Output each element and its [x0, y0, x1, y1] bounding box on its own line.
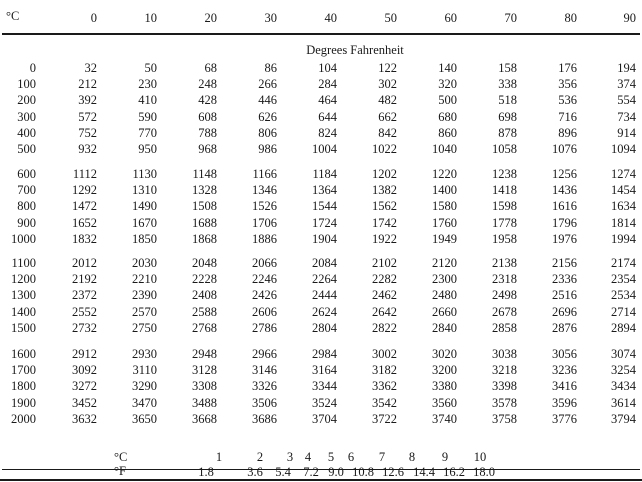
table-cell: 1202: [372, 167, 397, 181]
table-cell: 860: [438, 126, 457, 140]
table-cell: 3434: [611, 379, 636, 393]
table-cell: 3218: [492, 363, 517, 377]
table-cell: 1022: [372, 142, 397, 156]
table-cell: 590: [138, 110, 157, 124]
table-cell: 1598: [492, 199, 517, 213]
increment-fahrenheit-value: 12.6: [382, 465, 404, 479]
table-cell: 3038: [492, 347, 517, 361]
table-cell: 2120: [432, 256, 457, 270]
table-cell: 2408: [192, 288, 217, 302]
table-cell: 3596: [552, 396, 577, 410]
table-cell: 2012: [72, 256, 97, 270]
row-celsius-label: 1500: [11, 321, 36, 335]
table-cell: 464: [318, 93, 337, 107]
table-cell: 1652: [72, 216, 97, 230]
column-header: 50: [384, 11, 397, 25]
table-cell: 2858: [492, 321, 517, 335]
table-cell: 662: [378, 110, 397, 124]
table-cell: 2894: [611, 321, 636, 335]
table-cell: 2318: [492, 272, 517, 286]
increment-celsius-value: 7: [378, 450, 386, 464]
table-cell: 1328: [192, 183, 217, 197]
table-cell: 932: [78, 142, 97, 156]
row-celsius-label: 1200: [11, 272, 36, 286]
table-cell: 1076: [552, 142, 577, 156]
table-cell: 1364: [312, 183, 337, 197]
table-cell: 914: [617, 126, 636, 140]
row-celsius-label: 900: [17, 216, 36, 230]
row-celsius-label: 200: [17, 93, 36, 107]
row-celsius-label: 1400: [11, 305, 36, 319]
table-cell: 3704: [312, 412, 337, 426]
table-cell: 1670: [132, 216, 157, 230]
table-cell: 3560: [432, 396, 457, 410]
table-cell: 1292: [72, 183, 97, 197]
table-cell: 3110: [132, 363, 157, 377]
column-header: 90: [623, 11, 636, 25]
table-cell: 1256: [552, 167, 577, 181]
row-celsius-label: 300: [17, 110, 36, 124]
table-cell: 410: [138, 93, 157, 107]
table-cell: 2246: [252, 272, 277, 286]
row-celsius-label: 400: [17, 126, 36, 140]
table-cell: 3470: [132, 396, 157, 410]
column-header: 30: [264, 11, 277, 25]
table-cell: 1922: [372, 232, 397, 246]
table-cell: 1562: [372, 199, 397, 213]
table-cell: 896: [558, 126, 577, 140]
table-cell: 3002: [372, 347, 397, 361]
column-header: 40: [324, 11, 337, 25]
table-cell: 2498: [492, 288, 517, 302]
table-cell: 3578: [492, 396, 517, 410]
row-celsius-label: 1000: [11, 232, 36, 246]
table-cell: 2804: [312, 321, 337, 335]
table-cell: 2552: [72, 305, 97, 319]
table-cell: 2300: [432, 272, 457, 286]
table-cell: 122: [378, 61, 397, 75]
table-cell: 3524: [312, 396, 337, 410]
table-cell: 1148: [192, 167, 217, 181]
table-cell: 2696: [552, 305, 577, 319]
degrees-fahrenheit-label: Degrees Fahrenheit: [306, 43, 404, 57]
increment-celsius-value: 8: [408, 450, 416, 464]
table-cell: 3074: [611, 347, 636, 361]
table-cell: 3236: [552, 363, 577, 377]
table-cell: 1886: [252, 232, 277, 246]
table-cell: 1796: [552, 216, 577, 230]
row-celsius-label: 800: [17, 199, 36, 213]
row-celsius-label: 500: [17, 142, 36, 156]
table-cell: 266: [258, 77, 277, 91]
table-cell: 3416: [552, 379, 577, 393]
table-cell: 1949: [432, 232, 457, 246]
table-cell: 1778: [492, 216, 517, 230]
increment-fahrenheit-value: 14.4: [413, 465, 435, 479]
table-cell: 212: [78, 77, 97, 91]
table-cell: 158: [498, 61, 517, 75]
table-cell: 2354: [611, 272, 636, 286]
table-cell: 482: [378, 93, 397, 107]
increment-fahrenheit-value: 7.2: [303, 465, 319, 479]
table-cell: 3380: [432, 379, 457, 393]
row-celsius-label: 1900: [11, 396, 36, 410]
table-cell: 734: [617, 110, 636, 124]
table-cell: 1760: [432, 216, 457, 230]
table-cell: 2102: [372, 256, 397, 270]
table-cell: 356: [558, 77, 577, 91]
table-cell: 3092: [72, 363, 97, 377]
table-cell: 3344: [312, 379, 337, 393]
table-cell: 1958: [492, 232, 517, 246]
table-cell: 1616: [552, 199, 577, 213]
table-cell: 3362: [372, 379, 397, 393]
table-cell: 284: [318, 77, 337, 91]
table-cell: 3794: [611, 412, 636, 426]
table-cell: 3020: [432, 347, 457, 361]
table-cell: 3614: [611, 396, 636, 410]
table-cell: 1868: [192, 232, 217, 246]
increment-celsius-value: 5: [327, 450, 335, 464]
celsius-unit-label: °C: [6, 9, 20, 23]
table-cell: 428: [198, 93, 217, 107]
table-cell: 752: [78, 126, 97, 140]
bottom-rule: [0, 479, 642, 481]
increment-celsius-value: 1: [215, 450, 223, 464]
table-cell: 554: [617, 93, 636, 107]
table-cell: 3398: [492, 379, 517, 393]
table-cell: 500: [438, 93, 457, 107]
row-celsius-label: 600: [17, 167, 36, 181]
row-celsius-label: 1100: [11, 256, 36, 270]
table-cell: 3290: [132, 379, 157, 393]
table-cell: 770: [138, 126, 157, 140]
table-cell: 2624: [312, 305, 337, 319]
table-cell: 608: [198, 110, 217, 124]
table-cell: 716: [558, 110, 577, 124]
table-cell: 2750: [132, 321, 157, 335]
increment-fahrenheit-value: 10.8: [352, 465, 374, 479]
table-cell: 2588: [192, 305, 217, 319]
table-cell: 2462: [372, 288, 397, 302]
increment-celsius-value: 9: [441, 450, 449, 464]
table-cell: 50: [144, 61, 157, 75]
table-cell: 536: [558, 93, 577, 107]
table-cell: 2606: [252, 305, 277, 319]
table-cell: 2210: [132, 272, 157, 286]
table-cell: 2084: [312, 256, 337, 270]
table-cell: 3488: [192, 396, 217, 410]
row-celsius-label: 2000: [11, 412, 36, 426]
table-cell: 1814: [611, 216, 636, 230]
table-cell: 2534: [611, 288, 636, 302]
increment-fahrenheit-value: 16.2: [443, 465, 465, 479]
table-cell: 2714: [611, 305, 636, 319]
column-header: 20: [204, 11, 217, 25]
table-cell: 824: [318, 126, 337, 140]
table-cell: 2966: [252, 347, 277, 361]
table-cell: 3164: [312, 363, 337, 377]
row-celsius-label: 1600: [11, 347, 36, 361]
increment-fahrenheit-label: °F: [114, 464, 126, 478]
table-cell: 3200: [432, 363, 457, 377]
table-cell: 2822: [372, 321, 397, 335]
table-cell: 626: [258, 110, 277, 124]
row-celsius-label: 1700: [11, 363, 36, 377]
table-cell: 3308: [192, 379, 217, 393]
column-header: 60: [444, 11, 457, 25]
increment-fahrenheit-value: 18.0: [473, 465, 495, 479]
table-cell: 194: [617, 61, 636, 75]
table-cell: 2732: [72, 321, 97, 335]
row-celsius-label: 0: [29, 61, 36, 75]
table-cell: 1274: [611, 167, 636, 181]
table-cell: 698: [498, 110, 517, 124]
table-cell: 2372: [72, 288, 97, 302]
table-cell: 2066: [252, 256, 277, 270]
table-cell: 1526: [252, 199, 277, 213]
increment-fahrenheit-value: 5.4: [275, 465, 291, 479]
table-cell: 1058: [492, 142, 517, 156]
column-header: 70: [504, 11, 517, 25]
table-cell: 2570: [132, 305, 157, 319]
table-cell: 842: [378, 126, 397, 140]
table-cell: 3776: [552, 412, 577, 426]
table-cell: 1850: [132, 232, 157, 246]
table-cell: 3128: [192, 363, 217, 377]
table-cell: 1544: [312, 199, 337, 213]
table-cell: 3542: [372, 396, 397, 410]
table-cell: 1904: [312, 232, 337, 246]
table-cell: 2948: [192, 347, 217, 361]
increment-fahrenheit-value: 3.6: [247, 465, 263, 479]
table-cell: 680: [438, 110, 457, 124]
table-cell: 1310: [132, 183, 157, 197]
table-cell: 248: [198, 77, 217, 91]
table-cell: 2912: [72, 347, 97, 361]
table-cell: 2660: [432, 305, 457, 319]
table-cell: 2228: [192, 272, 217, 286]
table-cell: 2426: [252, 288, 277, 302]
table-cell: 2930: [132, 347, 157, 361]
table-cell: 1166: [252, 167, 277, 181]
table-cell: 1472: [72, 199, 97, 213]
table-cell: 1346: [252, 183, 277, 197]
table-cell: 518: [498, 93, 517, 107]
table-cell: 1706: [252, 216, 277, 230]
increment-celsius-value: 3: [286, 450, 294, 464]
row-celsius-label: 1800: [11, 379, 36, 393]
increment-fahrenheit-value: 9.0: [328, 465, 344, 479]
table-cell: 3452: [72, 396, 97, 410]
table-cell: 1580: [432, 199, 457, 213]
table-cell: 104: [318, 61, 337, 75]
table-cell: 86: [264, 61, 277, 75]
table-cell: 1004: [312, 142, 337, 156]
table-cell: 644: [318, 110, 337, 124]
increment-fahrenheit-value: 1.8: [198, 465, 214, 479]
table-cell: 1382: [372, 183, 397, 197]
table-cell: 320: [438, 77, 457, 91]
table-cell: 3650: [132, 412, 157, 426]
table-cell: 1742: [372, 216, 397, 230]
table-cell: 2390: [132, 288, 157, 302]
table-cell: 446: [258, 93, 277, 107]
table-cell: 2138: [492, 256, 517, 270]
table-cell: 3506: [252, 396, 277, 410]
table-cell: 806: [258, 126, 277, 140]
increment-celsius-value: 6: [347, 450, 355, 464]
table-cell: 3686: [252, 412, 277, 426]
table-cell: 1508: [192, 199, 217, 213]
table-cell: 2840: [432, 321, 457, 335]
table-cell: 1094: [611, 142, 636, 156]
increment-celsius-value: 2: [256, 450, 264, 464]
table-cell: 1724: [312, 216, 337, 230]
table-cell: 392: [78, 93, 97, 107]
table-cell: 338: [498, 77, 517, 91]
table-cell: 1418: [492, 183, 517, 197]
table-cell: 1040: [432, 142, 457, 156]
table-cell: 2516: [552, 288, 577, 302]
table-cell: 1976: [552, 232, 577, 246]
table-cell: 986: [258, 142, 277, 156]
table-cell: 3722: [372, 412, 397, 426]
table-cell: 3146: [252, 363, 277, 377]
table-cell: 2192: [72, 272, 97, 286]
increment-celsius-label: °C: [114, 450, 128, 464]
table-cell: 2786: [252, 321, 277, 335]
table-cell: 2768: [192, 321, 217, 335]
header-rule: [2, 33, 640, 35]
table-cell: 2444: [312, 288, 337, 302]
table-cell: 230: [138, 77, 157, 91]
table-cell: 3254: [611, 363, 636, 377]
table-cell: 3740: [432, 412, 457, 426]
table-cell: 950: [138, 142, 157, 156]
table-cell: 1130: [132, 167, 157, 181]
table-cell: 2984: [312, 347, 337, 361]
table-cell: 572: [78, 110, 97, 124]
table-cell: 374: [617, 77, 636, 91]
table-cell: 1112: [72, 167, 97, 181]
table-cell: 2156: [552, 256, 577, 270]
row-celsius-label: 100: [17, 77, 36, 91]
table-cell: 1832: [72, 232, 97, 246]
table-cell: 2264: [312, 272, 337, 286]
table-cell: 32: [84, 61, 97, 75]
table-cell: 2678: [492, 305, 517, 319]
table-cell: 2174: [611, 256, 636, 270]
table-cell: 1400: [432, 183, 457, 197]
table-cell: 3632: [72, 412, 97, 426]
table-cell: 1688: [192, 216, 217, 230]
table-cell: 3326: [252, 379, 277, 393]
table-cell: 1184: [312, 167, 337, 181]
table-cell: 140: [438, 61, 457, 75]
table-cell: 1490: [132, 199, 157, 213]
table-cell: 2876: [552, 321, 577, 335]
column-header: 10: [144, 11, 157, 25]
table-cell: 2642: [372, 305, 397, 319]
table-cell: 968: [198, 142, 217, 156]
table-cell: 2336: [552, 272, 577, 286]
table-cell: 1220: [432, 167, 457, 181]
column-header: 0: [90, 11, 97, 25]
table-cell: 878: [498, 126, 517, 140]
table-cell: 2030: [132, 256, 157, 270]
table-cell: 1436: [552, 183, 577, 197]
table-cell: 3056: [552, 347, 577, 361]
table-cell: 2480: [432, 288, 457, 302]
table-cell: 3272: [72, 379, 97, 393]
increment-celsius-value: 10: [473, 450, 487, 464]
column-header: 80: [564, 11, 577, 25]
table-cell: 1994: [611, 232, 636, 246]
table-cell: 302: [378, 77, 397, 91]
table-cell: 2282: [372, 272, 397, 286]
table-cell: 3758: [492, 412, 517, 426]
table-cell: 3182: [372, 363, 397, 377]
table-cell: 788: [198, 126, 217, 140]
table-cell: 2048: [192, 256, 217, 270]
table-cell: 176: [558, 61, 577, 75]
table-cell: 1454: [611, 183, 636, 197]
table-cell: 1634: [611, 199, 636, 213]
increment-celsius-value: 4: [304, 450, 312, 464]
row-celsius-label: 700: [17, 183, 36, 197]
table-cell: 68: [204, 61, 217, 75]
row-celsius-label: 1300: [11, 288, 36, 302]
table-cell: 3668: [192, 412, 217, 426]
table-cell: 1238: [492, 167, 517, 181]
